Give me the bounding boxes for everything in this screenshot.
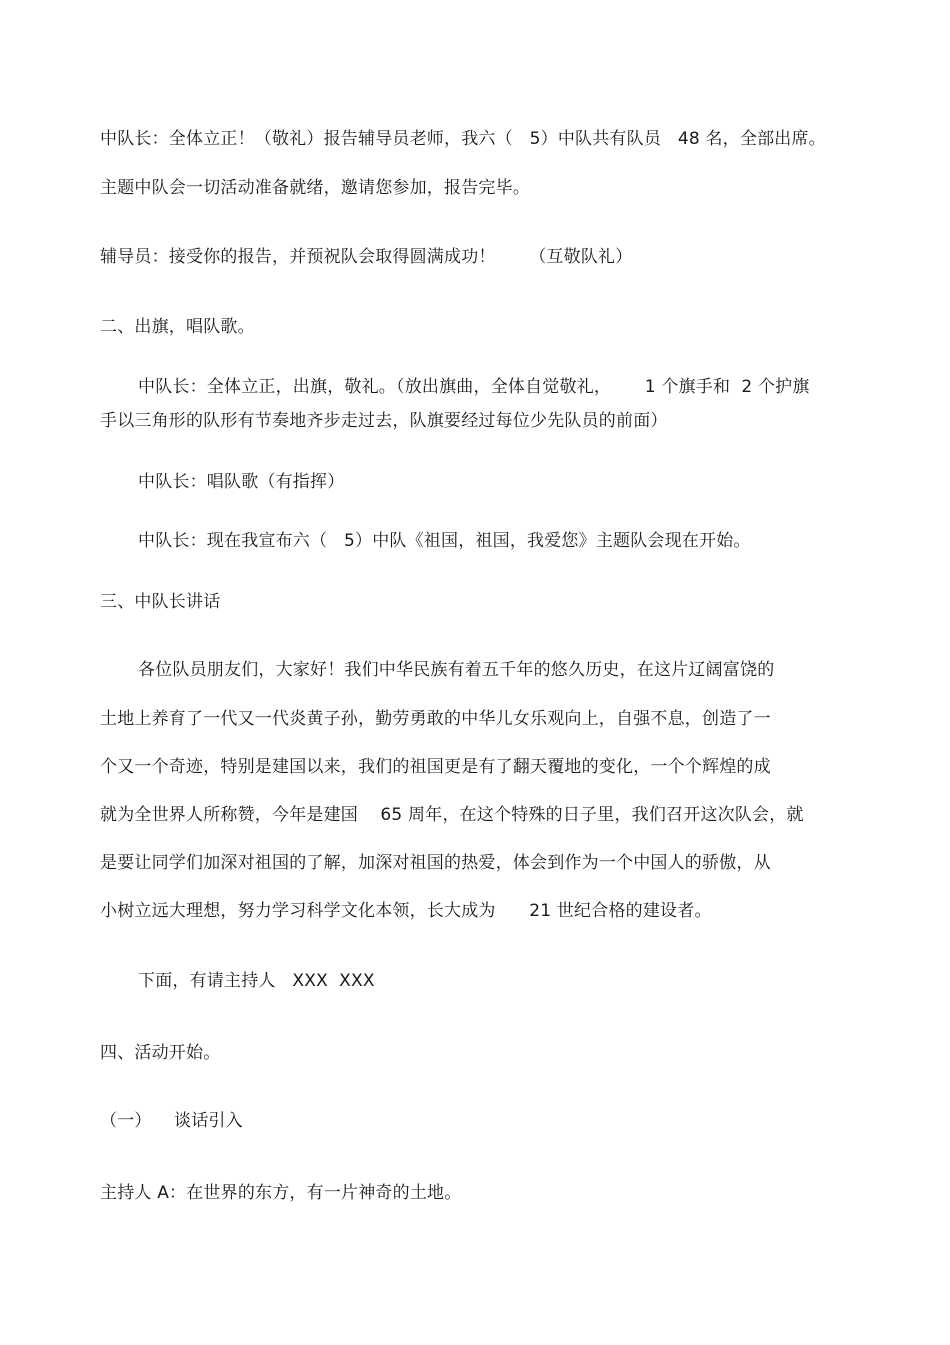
section-heading: 四、活动开始。 [100, 1043, 221, 1063]
text-line: 手以三角形的队形有节奏地齐步走过去，队旗要经过每位少先队员的前面） [100, 411, 668, 431]
text-line: 中队长：唱队歌（有指挥） [138, 472, 345, 492]
text-line: 个又一个奇迹，特别是建国以来，我们的祖国更是有了翻天覆地的变化，一个个辉煌的成 [100, 757, 771, 777]
text-line: 小树立远大理想，努力学习科学文化本领，长大成为 21 世纪合格的建设者。 [100, 901, 712, 921]
text-line: 就为全世界人所称赞，今年是建国 65 周年，在这个特殊的日子里，我们召开这次队会，就 [100, 805, 804, 825]
text-line: 中队长：现在我宣布六（ 5）中队《祖国，祖国，我爱您》主题队会现在开始。 [138, 531, 751, 551]
text-line: 是要让同学们加深对祖国的了解，加深对祖国的热爱，体会到作为一个中国人的骄傲，从 [100, 853, 771, 873]
text-line: 各位队员朋友们，大家好！我们中华民族有着五千年的悠久历史，在这片辽阔富饶的 [138, 660, 775, 680]
section-heading: 三、中队长讲话 [100, 592, 221, 612]
section-heading: 二、出旗，唱队歌。 [100, 317, 255, 337]
text-line: 中队长：全体立正！（敬礼）报告辅导员老师，我六（ 5）中队共有队员 48 名，全部出席。 [100, 129, 826, 149]
subsection-heading: （一） 谈话引入 [100, 1111, 243, 1131]
text-line: 土地上养育了一代又一代炎黄子孙，勤劳勇敢的中华儿女乐观向上，自强不息，创造了一 [100, 709, 771, 729]
text-line: 主题中队会一切活动准备就绪，邀请您参加，报告完毕。 [100, 178, 530, 198]
text-line: 下面，有请主持人 XXX XXX [138, 971, 375, 991]
text-line: 中队长：全体立正，出旗，敬礼。（放出旗曲，全体自觉敬礼， 1 个旗手和 2 个护旗 [138, 377, 810, 397]
text-line: 主持人 A：在世界的东方，有一片神奇的土地。 [100, 1183, 462, 1203]
text-line: 辅导员：接受你的报告，并预祝队会取得圆满成功！ （互敬队礼） [100, 247, 633, 267]
